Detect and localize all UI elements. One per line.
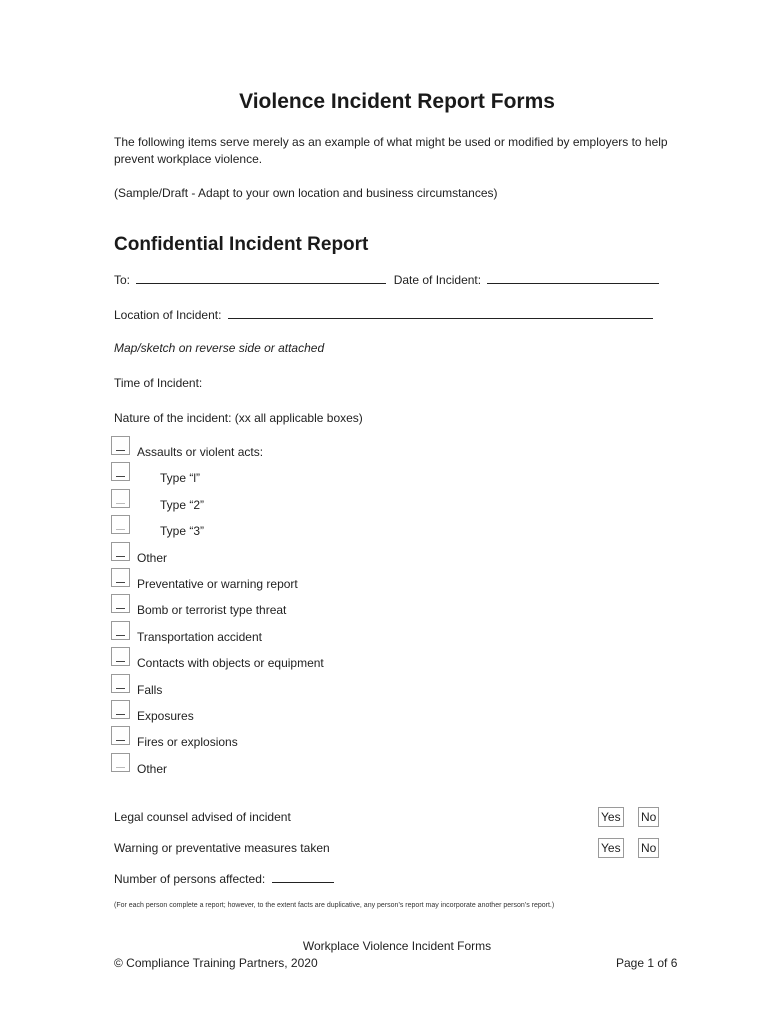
checklist-item-label: Preventative or warning report (137, 577, 298, 591)
checklist-item-label: Exposures (137, 709, 194, 723)
footer-title: Workplace Violence Incident Forms (302, 939, 492, 953)
footer-page-number: Page 1 of 6 (616, 956, 678, 970)
legal-counsel-no-button[interactable]: No (638, 807, 659, 827)
checklist-item-label: Transportation accident (137, 630, 262, 644)
footer-copyright: © Compliance Training Partners, 2020 (114, 956, 318, 970)
checklist-checkbox[interactable] (111, 436, 130, 455)
to-label: To: (114, 273, 131, 287)
checklist-checkbox[interactable] (111, 542, 130, 561)
sample-note: (Sample/Draft - Adapt to your own location and business circumstances) (114, 186, 498, 200)
checklist-checkbox[interactable] (111, 489, 130, 508)
checklist-item-label: Bomb or terrorist type threat (137, 603, 287, 617)
checklist-checkbox[interactable] (111, 647, 130, 666)
warning-measures-question: Warning or preventative measures taken (114, 841, 330, 855)
checklist-item-label: Other (137, 762, 168, 776)
intro-paragraph: The following items serve merely as an example of what might be used or modified by employers to help prevent workplace violence. (114, 135, 668, 166)
to-input-line[interactable] (136, 272, 386, 284)
checklist-item-label: Contacts with objects or equipment (137, 656, 324, 670)
legal-counsel-question: Legal counsel advised of incident (114, 810, 291, 824)
checklist-checkbox[interactable] (111, 700, 130, 719)
date-input-line[interactable] (487, 272, 659, 284)
checklist-checkbox[interactable] (111, 674, 130, 693)
fine-print-note: (For each person complete a report; however, to the extent facts are duplicative, any person’s report may incorporate another person’s report.) (114, 902, 555, 909)
map-note: Map/sketch on reverse side or attached (114, 341, 325, 355)
document-title: Violence Incident Report Forms (239, 90, 555, 113)
legal-counsel-yes-button[interactable]: Yes (598, 807, 624, 827)
warning-measures-no-button[interactable]: No (638, 838, 659, 858)
checklist-item-label: Fires or explosions (137, 735, 238, 749)
date-label: Date of Incident: (393, 273, 482, 287)
checklist-item-label: Type “2” (160, 498, 205, 512)
location-input-line[interactable] (228, 307, 653, 319)
checklist-item-label: Assaults or violent acts: (137, 445, 264, 459)
checklist-checkbox[interactable] (111, 753, 130, 772)
checklist-checkbox[interactable] (111, 594, 130, 613)
location-field-row (114, 307, 653, 322)
checklist-checkbox[interactable] (111, 621, 130, 640)
persons-affected-row (114, 871, 334, 886)
time-label: Time of Incident: (114, 376, 203, 390)
persons-affected-label: Number of persons affected: (114, 872, 266, 886)
checklist-checkbox[interactable] (111, 568, 130, 587)
warning-measures-yes-button[interactable]: Yes (598, 838, 624, 858)
checklist-item-label: Falls (137, 683, 163, 697)
section-title: Confidential Incident Report (114, 234, 369, 255)
checklist-item-label: Type “3” (160, 524, 205, 538)
checklist-checkbox[interactable] (111, 462, 130, 481)
checklist-item-label: Type “l” (160, 471, 201, 485)
to-field-row (114, 272, 659, 287)
persons-affected-input-line[interactable] (272, 871, 334, 883)
checklist-checkbox[interactable] (111, 515, 130, 534)
nature-label: Nature of the incident: (xx all applicable boxes) (114, 411, 363, 425)
checklist-item-label: Other (137, 551, 168, 565)
checklist-checkbox[interactable] (111, 726, 130, 745)
location-label: Location of Incident: (114, 308, 222, 322)
